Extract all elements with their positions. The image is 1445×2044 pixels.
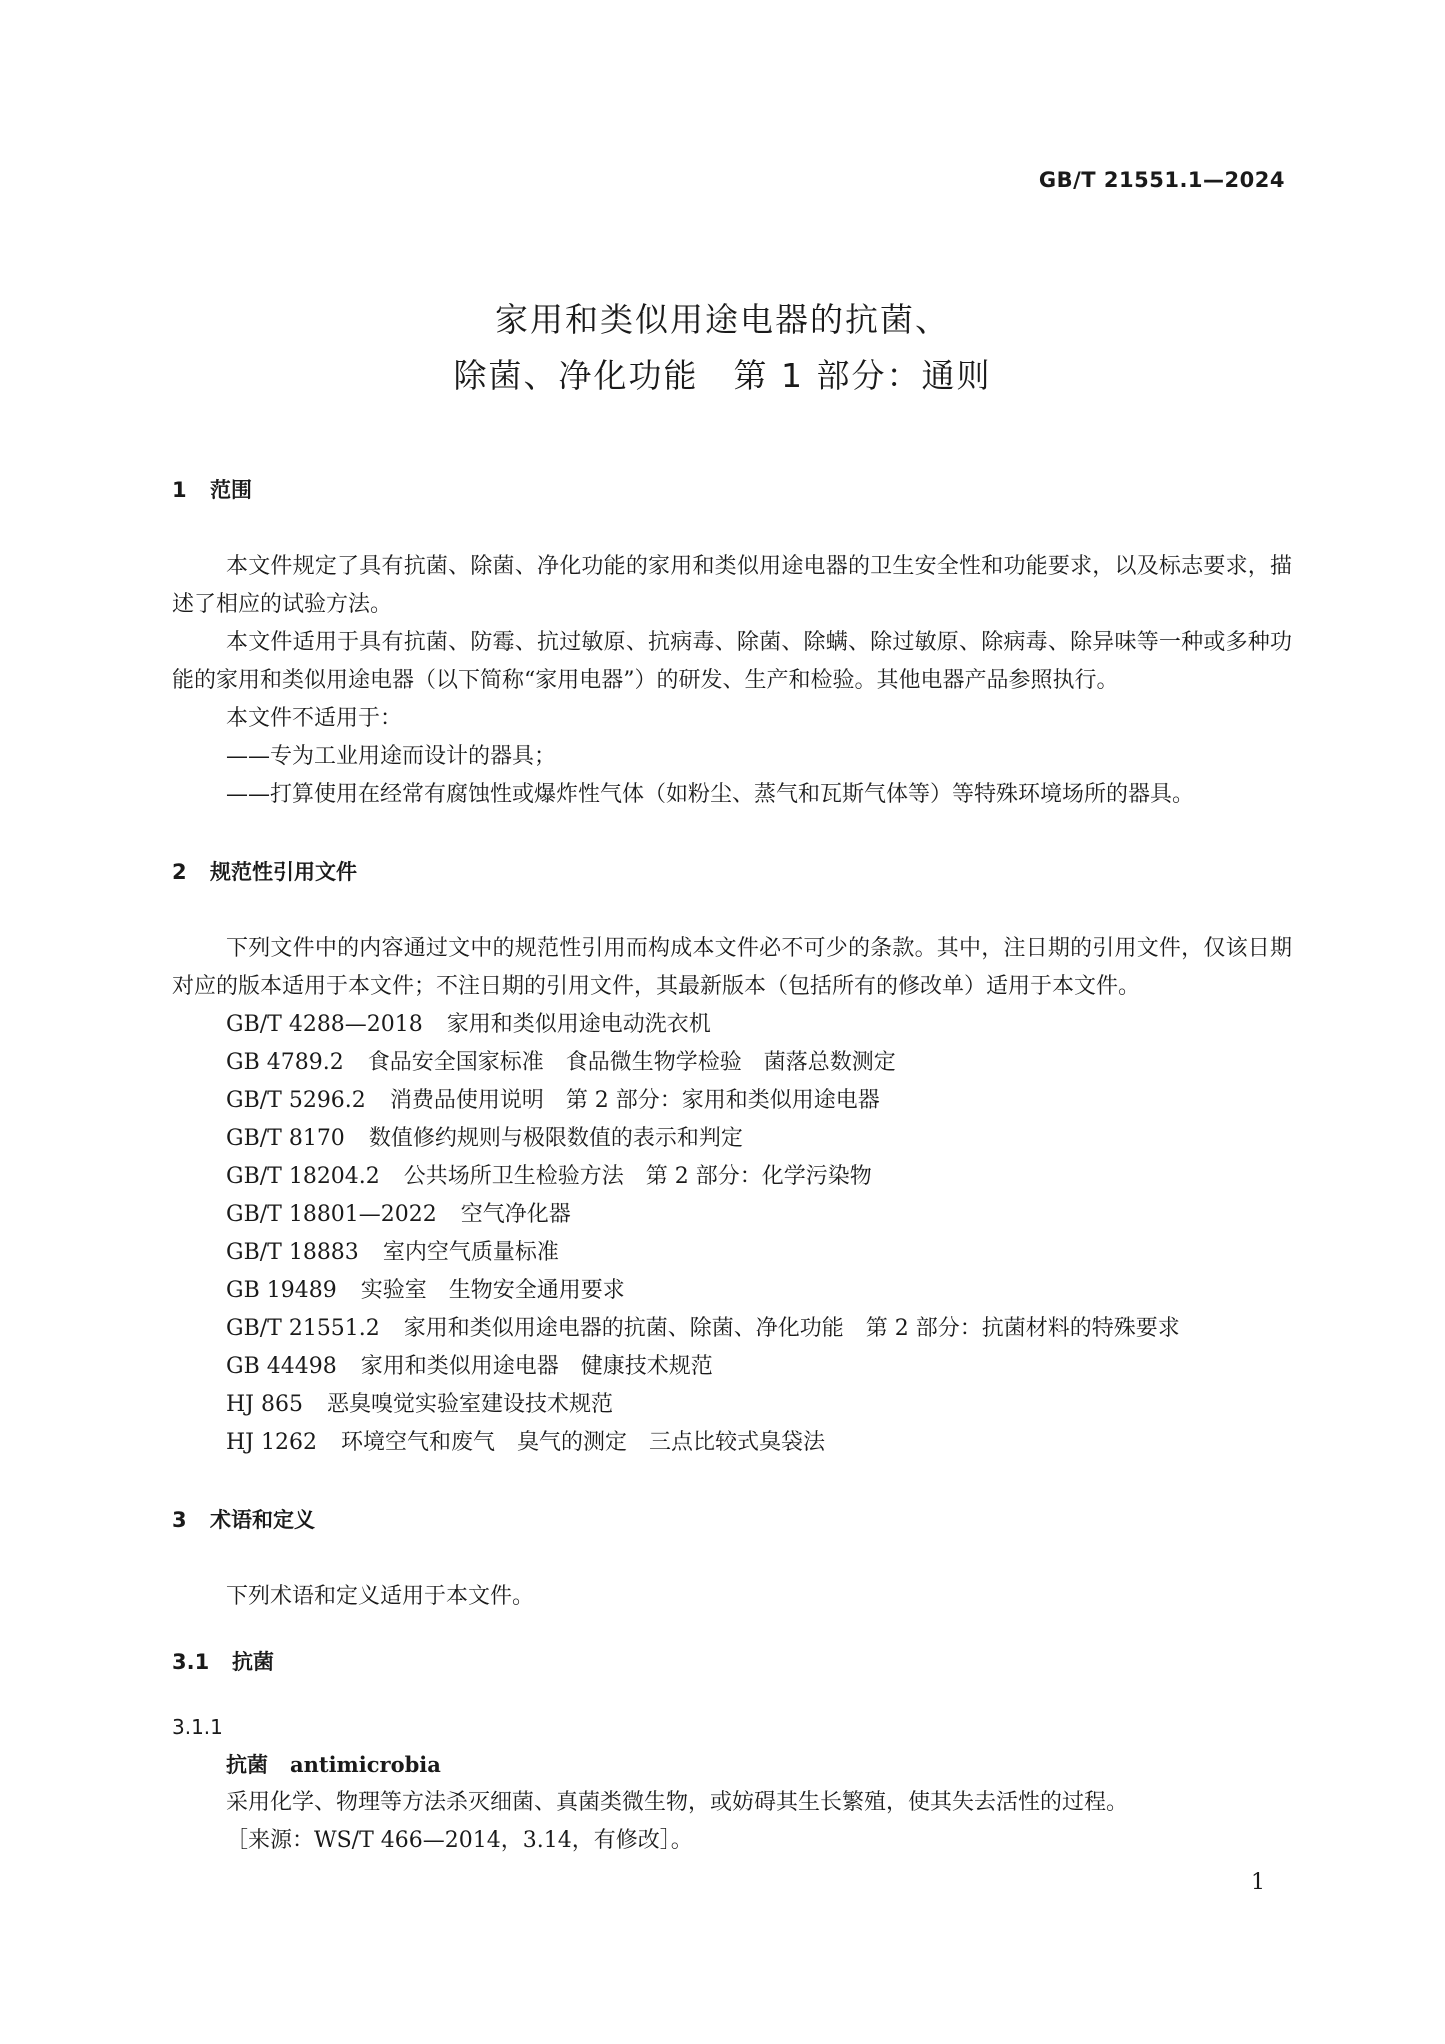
subsection-number: 3.1	[172, 1650, 210, 1674]
reference-title: 公共场所卫生检验方法 第 2 部分：化学污染物	[403, 1164, 872, 1189]
reference-title: 室内空气质量标准	[382, 1240, 559, 1265]
reference-item	[172, 1272, 1292, 1310]
reference-code: GB 44498	[226, 1354, 337, 1379]
exclusion-item: ——专为工业用途而设计的器具；	[226, 744, 557, 769]
paragraph: 本文件规定了具有抗菌、除菌、净化功能的家用和类似用途电器的卫生安全性和功能要求，以及标志要求，描述了相应的试验方法。	[172, 554, 1292, 617]
paragraph: 本文件适用于具有抗菌、防霉、抗过敏原、抗病毒、除菌、除螨、除过敏原、除病毒、除异味等一种或多种功能的家用和类似用途电器（以下简称“家用电器”）的研发、生产和检验。其他电器产品参照执行。	[172, 630, 1292, 693]
reference-title: 家用和类似用途电器的抗菌、除菌、净化功能 第 2 部分：抗菌材料的特殊要求	[403, 1316, 1180, 1341]
reference-item	[172, 1120, 1292, 1158]
subsection-3-1-heading	[172, 1640, 1292, 1684]
reference-title: 食品安全国家标准 食品微生物学检验 菌落总数测定	[367, 1050, 896, 1075]
reference-item	[172, 1082, 1292, 1120]
reference-code: GB/T 5296.2	[226, 1088, 366, 1113]
section-1-heading	[172, 468, 1292, 512]
standard-code: GB/T 21551.1—2024	[1038, 168, 1285, 192]
section-number: 1	[172, 478, 187, 502]
section-title: 范围	[210, 478, 252, 502]
term-definition: 采用化学、物理等方法杀灭细菌、真菌类微生物，或妨碍其生长繁殖，使其失去活性的过程。	[226, 1790, 1129, 1815]
reference-code: HJ 865	[226, 1392, 303, 1417]
document-title	[0, 292, 1445, 404]
title-line-2: 除菌、净化功能 第 1 部分：通则	[453, 356, 992, 395]
paragraph: 下列术语和定义适用于本文件。	[226, 1584, 535, 1609]
reference-title: 数值修约规则与极限数值的表示和判定	[368, 1126, 743, 1151]
paragraph: 本文件不适用于：	[226, 706, 403, 731]
reference-title: 环境空气和废气 臭气的测定 三点比较式臭袋法	[341, 1430, 826, 1455]
term-name-zh: 抗菌	[226, 1753, 268, 1777]
document-body	[172, 468, 1292, 1860]
reference-item	[172, 1348, 1292, 1386]
reference-code: GB/T 18883	[226, 1240, 359, 1265]
reference-code: GB/T 8170	[226, 1126, 345, 1151]
reference-item	[172, 1044, 1292, 1082]
reference-code: GB/T 21551.2	[226, 1316, 380, 1341]
reference-title: 消费品使用说明 第 2 部分：家用和类似用途电器	[389, 1088, 880, 1113]
section-title: 规范性引用文件	[210, 860, 357, 884]
reference-code: GB/T 4288—2018	[226, 1012, 423, 1037]
reference-title: 家用和类似用途电动洗衣机	[446, 1012, 711, 1037]
section-2-heading	[172, 850, 1292, 894]
reference-code: GB/T 18801—2022	[226, 1202, 437, 1227]
exclusion-item: ——打算使用在经常有腐蚀性或爆炸性气体（如粉尘、蒸气和瓦斯气体等）等特殊环境场所的器具。	[226, 782, 1195, 807]
reference-item	[172, 1196, 1292, 1234]
reference-code: GB 4789.2	[226, 1050, 344, 1075]
page-number: 1	[1251, 1870, 1265, 1895]
reference-item	[172, 1006, 1292, 1044]
reference-item	[172, 1234, 1292, 1272]
reference-title: 实验室 生物安全通用要求	[360, 1278, 625, 1303]
subsection-title: 抗菌	[232, 1650, 274, 1674]
term-source: ［来源：WS/T 466—2014，3.14，有修改］。	[226, 1828, 693, 1853]
reference-title: 空气净化器	[460, 1202, 571, 1227]
reference-item	[172, 1386, 1292, 1424]
reference-title: 恶臭嗅觉实验室建设技术规范	[327, 1392, 614, 1417]
term-name	[172, 1746, 1292, 1784]
paragraph: 下列文件中的内容通过文中的规范性引用而构成本文件必不可少的条款。其中，注日期的引用文件，仅该日期对应的版本适用于本文件；不注日期的引用文件，其最新版本（包括所有的修改单）适用于本文件。	[172, 936, 1292, 999]
term-name-en: antimicrobia	[290, 1752, 441, 1777]
reference-title: 家用和类似用途电器 健康技术规范	[360, 1354, 713, 1379]
title-line-1: 家用和类似用途电器的抗菌、	[495, 300, 950, 339]
reference-item	[172, 1310, 1292, 1348]
section-number: 2	[172, 860, 187, 884]
reference-code: GB 19489	[226, 1278, 337, 1303]
section-3-heading	[172, 1498, 1292, 1542]
term-number: 3.1.1	[172, 1715, 223, 1739]
section-title: 术语和定义	[210, 1508, 315, 1532]
reference-code: HJ 1262	[226, 1430, 317, 1455]
reference-item	[172, 1158, 1292, 1196]
reference-code: GB/T 18204.2	[226, 1164, 380, 1189]
reference-item	[172, 1424, 1292, 1462]
section-number: 3	[172, 1508, 187, 1532]
